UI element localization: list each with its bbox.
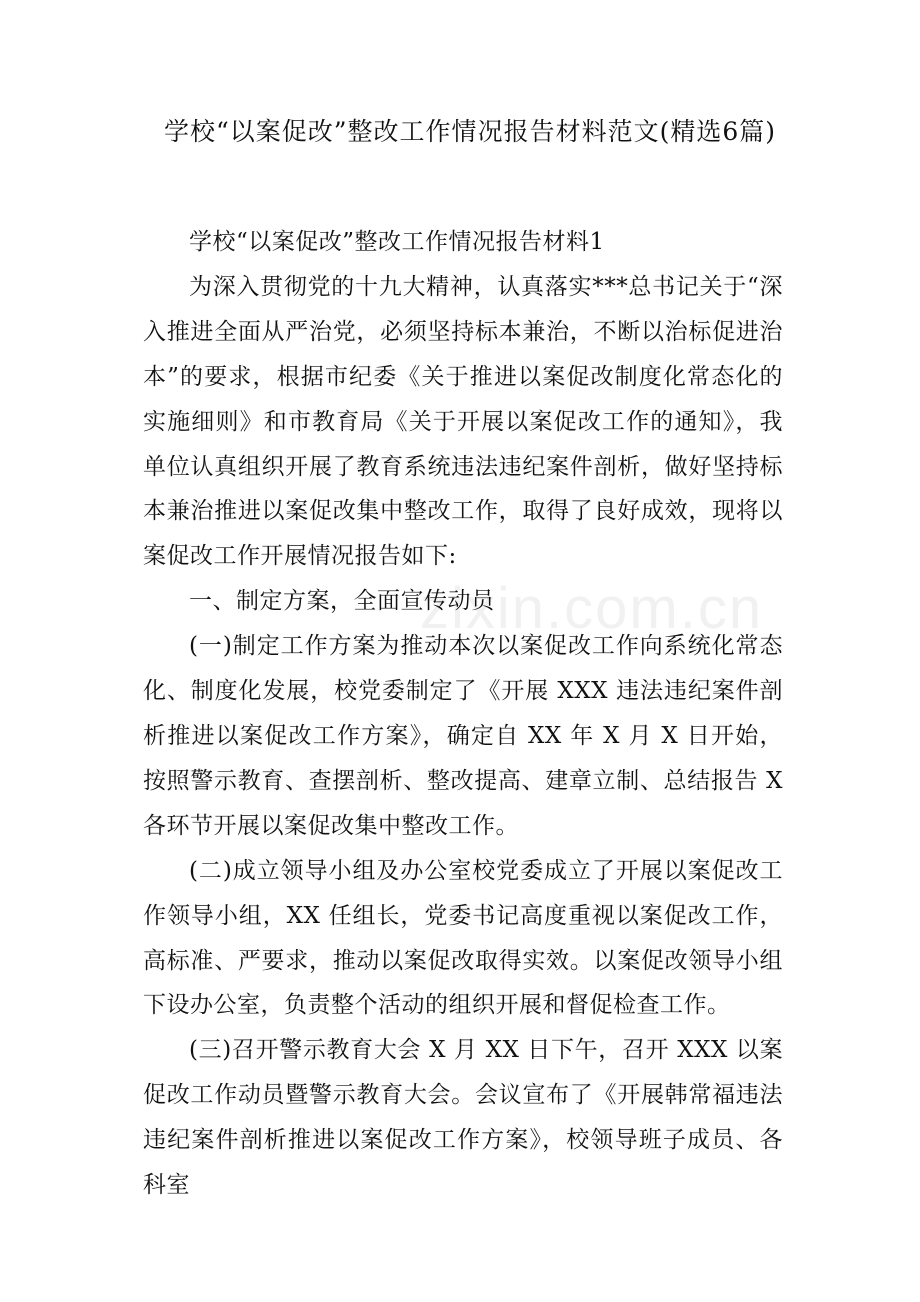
document-title: 学校“以案促改”整改工作情况报告材料范文(精选6篇) bbox=[164, 117, 776, 146]
watermark: zixin.com.cn bbox=[420, 576, 764, 641]
section-title: 学校“以案促改”整改工作情况报告材料1 bbox=[189, 229, 605, 255]
paragraph-item-3: (三)召开警示教育大会 X 月 XX 日下午，召开 XXX 以案促改工作动员暨警示教育大会。会议宣布了《开展韩常福违法违纪案件剖析推进以案促改工作方案》，校领导班子成员、各科室 bbox=[143, 1037, 783, 1199]
paragraph-item-1: (一)制定工作方案为推动本次以案促改工作向系统化常态化、制度化发展，校党委制定了《开展 XXX 违法违纪案件剖析推进以案促改工作方案》，确定自 XX 年 X 月 X 日开始，按照警示教育、查摆剖析、整改提高、建章立制、总结报告 X 各环节开展以案促改集中整改工作。 bbox=[143, 633, 783, 839]
paragraph-item-2: (二)成立领导小组及办公室校党委成立了开展以案促改工作领导小组，XX 任组长，党委书记高度重视以案促改工作，高标准、严要求，推动以案促改取得实效。以案促改领导小组下设办公室，负责整个活动的组织开展和督促检查工作。 bbox=[143, 857, 783, 1019]
section-heading: 一、制定方案，全面宣传动员 bbox=[189, 588, 495, 615]
intro-paragraph: 为深入贯彻党的十九大精神，认真落实***总书记关于“深入推进全面从严治党，必须坚持标本兼治，不断以治标促进治本”的要求，根据市纪委《关于推进以案促改制度化常态化的实施细则》和市教育局《关于开展以案促改工作的通知》，我单位认真组织开展了教育系统违法违纪案件剖析，做好坚持标本兼治推进以案促改集中整改工作，取得了良好成效，现将以案促改工作开展情况报告如下: bbox=[143, 273, 783, 570]
document-body bbox=[143, 220, 783, 1208]
